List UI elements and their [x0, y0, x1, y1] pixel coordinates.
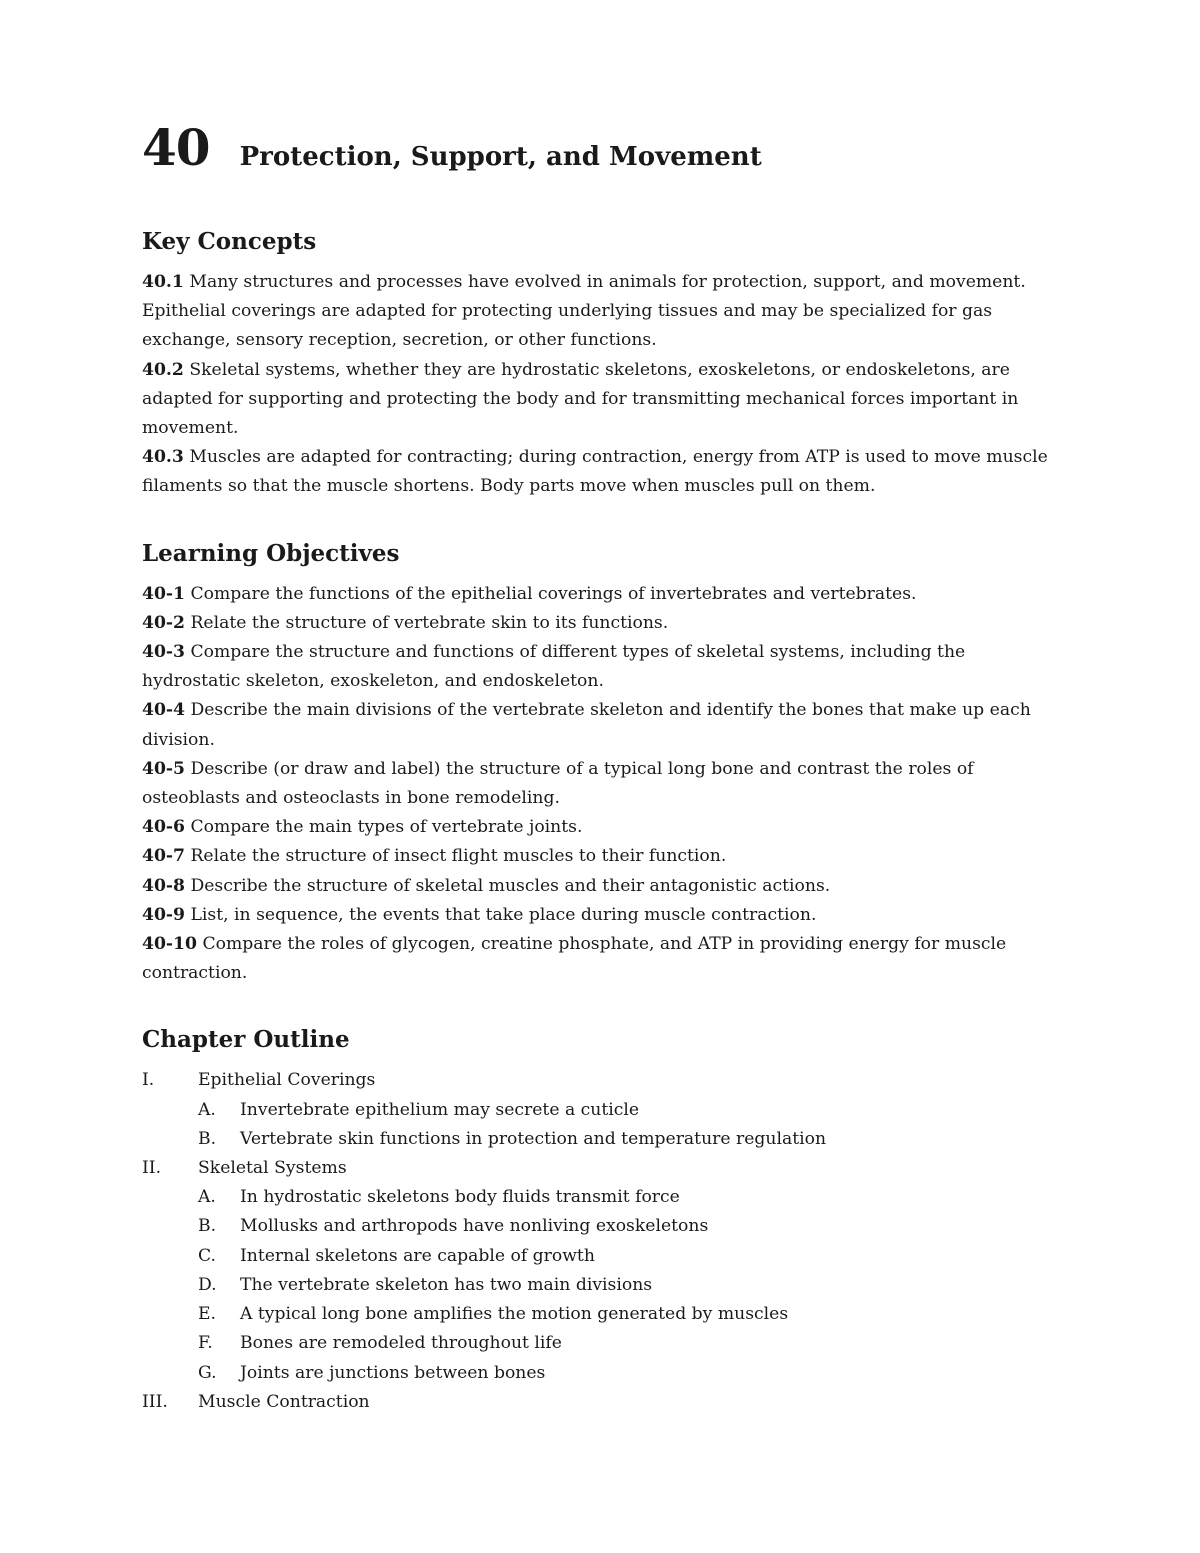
- outline-section: [142, 1154, 1062, 1183]
- objective-id: 40-2: [142, 612, 186, 633]
- outline-section: [142, 1388, 1062, 1417]
- outline-subsection-text: Joints are junctions between bones: [240, 1362, 546, 1383]
- outline-subsection-letter: G.: [198, 1362, 217, 1383]
- chapter-number: 40: [142, 118, 210, 177]
- key-concept-text: Many structures and processes have evolved in animals for protection, support, and movement. Epithelial coverings are adapted for protecting underlying tissues and may be specialized for gas exchange, sensory reception, secretion, or other functions.: [142, 272, 1026, 351]
- learning-objectives-heading: Learning Objectives: [142, 539, 400, 567]
- document-page: [142, 118, 1062, 1417]
- objective-id: 40-6: [142, 817, 186, 838]
- outline-subsection-text: The vertebrate skeleton has two main divisions: [240, 1274, 653, 1295]
- objective-id: 40-8: [142, 875, 186, 896]
- objective-item: [142, 842, 1062, 871]
- learning-objectives-list: [142, 580, 1062, 989]
- outline-section-number: I.: [142, 1070, 155, 1091]
- key-concept-item: [142, 268, 1062, 356]
- outline-subsection: [142, 1183, 1062, 1212]
- key-concept-item: [142, 443, 1062, 501]
- key-concept-text: Muscles are adapted for contracting; during contraction, energy from ATP is used to move muscle filaments so that the muscle shortens. Body parts move when muscles pull on them.: [142, 447, 1048, 497]
- objective-id: 40-5: [142, 758, 186, 779]
- objective-text: List, in sequence, the events that take place during muscle contraction.: [190, 904, 817, 925]
- outline-subsection-text: Bones are remodeled throughout life: [240, 1333, 562, 1354]
- outline-subsection: [142, 1125, 1062, 1154]
- outline-section-number: II.: [142, 1158, 162, 1179]
- outline-subsection-text: In hydrostatic skeletons body fluids transmit force: [240, 1187, 680, 1208]
- outline-subsection: [142, 1096, 1062, 1125]
- key-concept-text: Skeletal systems, whether they are hydrostatic skeletons, exoskeletons, or endoskeletons, are adapted for supporting and protecting the body and for transmitting mechanical forces important in movement.: [142, 359, 1019, 439]
- outline-subsection: [142, 1271, 1062, 1300]
- outline-subsection-letter: B.: [198, 1128, 217, 1149]
- objective-item: [142, 755, 1062, 813]
- outline-section-title: Epithelial Coverings: [198, 1070, 376, 1091]
- outline-subsection-text: Mollusks and arthropods have nonliving exoskeletons: [240, 1216, 709, 1237]
- objective-text: Relate the structure of insect flight muscles to their function.: [190, 846, 727, 867]
- objective-text: Describe (or draw and label) the structure of a typical long bone and contrast the roles of osteoblasts and osteoclasts in bone remodeling.: [142, 758, 974, 809]
- outline-subsection: [142, 1242, 1062, 1271]
- key-concept-id: 40.1: [142, 272, 184, 292]
- objective-text: Relate the structure of vertebrate skin to its functions.: [190, 612, 669, 633]
- outline-subsection-text: Internal skeletons are capable of growth: [240, 1245, 595, 1266]
- chapter-title: Protection, Support, and Movement: [239, 142, 762, 172]
- objective-item: [142, 872, 1062, 901]
- key-concept-id: 40.3: [142, 447, 184, 468]
- outline-subsection-letter: F.: [198, 1333, 213, 1354]
- outline-section-title: Skeletal Systems: [198, 1158, 347, 1179]
- outline-subsection-letter: E.: [198, 1304, 217, 1325]
- objective-item: [142, 580, 1062, 609]
- objective-text: Compare the structure and functions of different types of skeletal systems, including the hydrostatic skeleton, exoskeleton, and endoskeleton.: [142, 642, 966, 692]
- outline-subsection: [142, 1329, 1062, 1358]
- outline-subsection-letter: A.: [198, 1099, 216, 1120]
- key-concepts-list: [142, 268, 1062, 502]
- outline-subsection-letter: C.: [198, 1245, 217, 1266]
- chapter-outline-heading: Chapter Outline: [142, 1026, 350, 1054]
- objective-id: 40-10: [142, 934, 197, 955]
- objective-id: 40-1: [142, 583, 186, 604]
- objective-item: [142, 930, 1062, 988]
- chapter-heading: [142, 118, 1062, 178]
- outline-subsection-letter: B.: [198, 1216, 217, 1237]
- objective-id: 40-3: [142, 642, 186, 663]
- key-concepts-heading: Key Concepts: [142, 228, 317, 255]
- objective-item: [142, 609, 1062, 638]
- objective-id: 40-9: [142, 904, 186, 925]
- objective-id: 40-4: [142, 700, 186, 721]
- outline-section-number: III.: [142, 1391, 168, 1412]
- objective-text: Describe the main divisions of the vertebrate skeleton and identify the bones that make up each division.: [142, 700, 1031, 750]
- outline-subsection-text: Vertebrate skin functions in protection and temperature regulation: [240, 1128, 827, 1149]
- objective-item: [142, 901, 1062, 930]
- outline-subsection-letter: A.: [198, 1187, 216, 1208]
- objective-item: [142, 813, 1062, 842]
- outline-subsection-text: A typical long bone amplifies the motion generated by muscles: [240, 1304, 789, 1325]
- objective-text: Compare the roles of glycogen, creatine phosphate, and ATP in providing energy for muscle contraction.: [142, 934, 1007, 984]
- objective-text: Compare the main types of vertebrate joints.: [190, 817, 583, 838]
- objective-text: Describe the structure of skeletal muscles and their antagonistic actions.: [190, 875, 831, 896]
- chapter-outline-list: [142, 1066, 1062, 1416]
- objective-text: Compare the functions of the epithelial coverings of invertebrates and vertebrates.: [190, 583, 917, 604]
- key-concept-item: [142, 356, 1062, 444]
- objective-item: [142, 638, 1062, 696]
- outline-subsection: [142, 1359, 1062, 1388]
- outline-section: [142, 1066, 1062, 1095]
- objective-item: [142, 696, 1062, 754]
- key-concept-id: 40.2: [142, 359, 184, 380]
- outline-subsection: [142, 1300, 1062, 1329]
- outline-subsection-letter: D.: [198, 1274, 217, 1295]
- outline-section-title: Muscle Contraction: [198, 1391, 370, 1412]
- outline-subsection-text: Invertebrate epithelium may secrete a cuticle: [240, 1099, 640, 1120]
- outline-subsection: [142, 1212, 1062, 1241]
- objective-id: 40-7: [142, 846, 186, 867]
